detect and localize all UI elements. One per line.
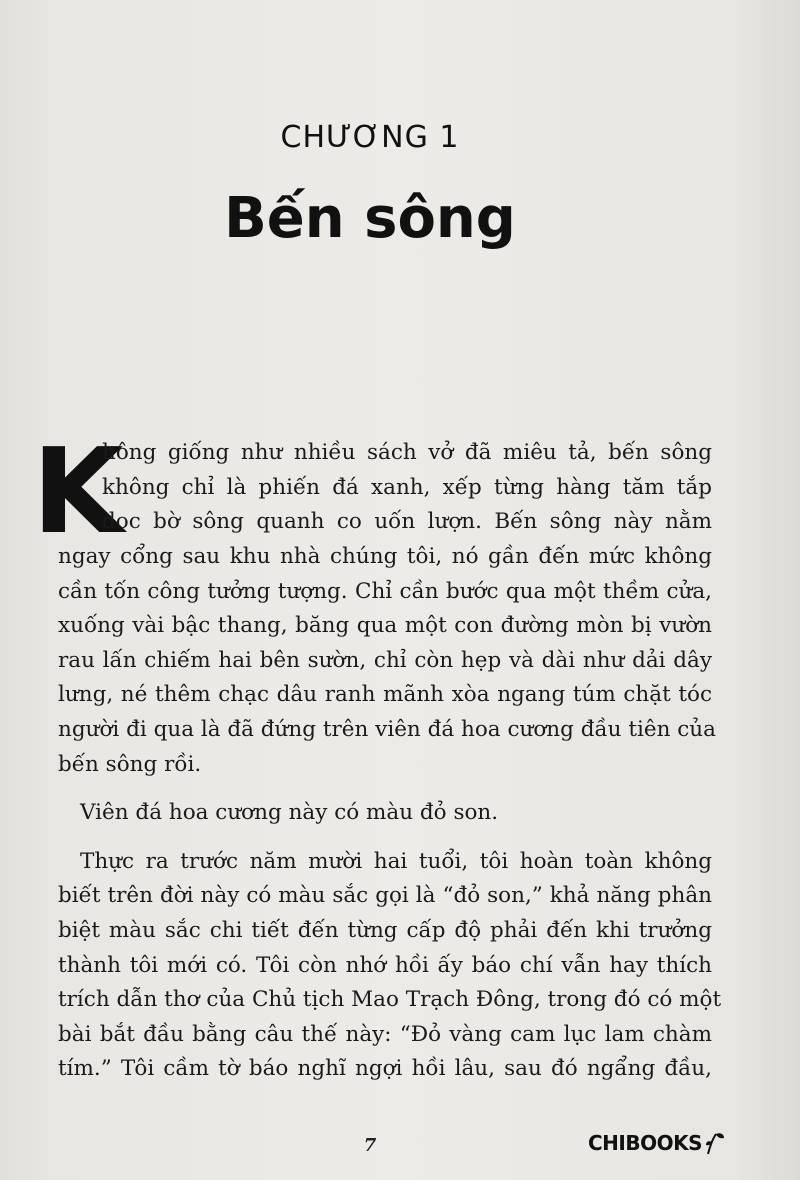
text-line: tím.” Tôi cầm tờ báo nghĩ ngợi hồi lâu, sau đó ngẩng đầu, (58, 1056, 712, 1082)
page-number: 7 (363, 1135, 377, 1156)
publisher-logo (588, 1130, 726, 1156)
chapter-title: Bến sông (224, 186, 516, 251)
text-line: không chỉ là phiến đá xanh, xếp từng hàng tăm tắp (102, 474, 712, 500)
text-line: Thực ra trước năm mười hai tuổi, tôi hoàn toàn không (80, 848, 712, 874)
body-text (58, 540, 722, 1087)
leaf-icon (704, 1130, 726, 1156)
text-line: xuống vài bậc thang, băng qua một con đường mòn bị vườn (58, 613, 712, 639)
text-line: dọc bờ sông quanh co uốn lượn. Bến sông này nằm (102, 509, 712, 535)
text-line: thành tôi mới có. Tôi còn nhớ hồi ấy báo chí vẫn hay thích (58, 952, 712, 978)
chapter-label: CHƯƠNG 1 (280, 120, 460, 155)
text-line: hông giống như nhiều sách vở đã miêu tả, bến sông (102, 440, 712, 465)
text-line: Viên đá hoa cương này có màu đỏ son. (80, 800, 499, 826)
text-line: bài bắt đầu bằng câu thế này: “Đỏ vàng cam lục lam chàm (58, 1021, 712, 1047)
text-line: rau lấn chiếm hai bên sườn, chỉ còn hẹp và dài như dải dây (58, 647, 712, 673)
first-paragraph-wrapped-lines (102, 436, 712, 540)
first-paragraph-continued (58, 540, 716, 782)
text-line: lưng, né thêm chạc dâu ranh mãnh xòa ngang túm chặt tóc (58, 682, 712, 708)
drop-cap: K (32, 422, 124, 560)
publisher-name: CHIBOOKS (588, 1131, 703, 1155)
text-line: trích dẫn thơ của Chủ tịch Mao Trạch Đông, trong đó có một (58, 987, 722, 1013)
text-line: người đi qua là đã đứng trên viên đá hoa cương đầu tiên của (58, 716, 716, 742)
text-line: bến sông rồi. (58, 751, 202, 777)
text-line: cần tốn công tưởng tượng. Chỉ cần bước qua một thềm cửa, (58, 578, 712, 604)
text-line: biệt màu sắc chi tiết đến từng cấp độ phải đến khi trưởng (58, 917, 712, 943)
text-line: biết trên đời này có màu sắc gọi là “đỏ son,” khả năng phân (58, 883, 712, 909)
text-line: ngay cổng sau khu nhà chúng tôi, nó gần đến mức không (58, 544, 712, 569)
third-paragraph (58, 845, 722, 1087)
second-paragraph (58, 796, 712, 831)
